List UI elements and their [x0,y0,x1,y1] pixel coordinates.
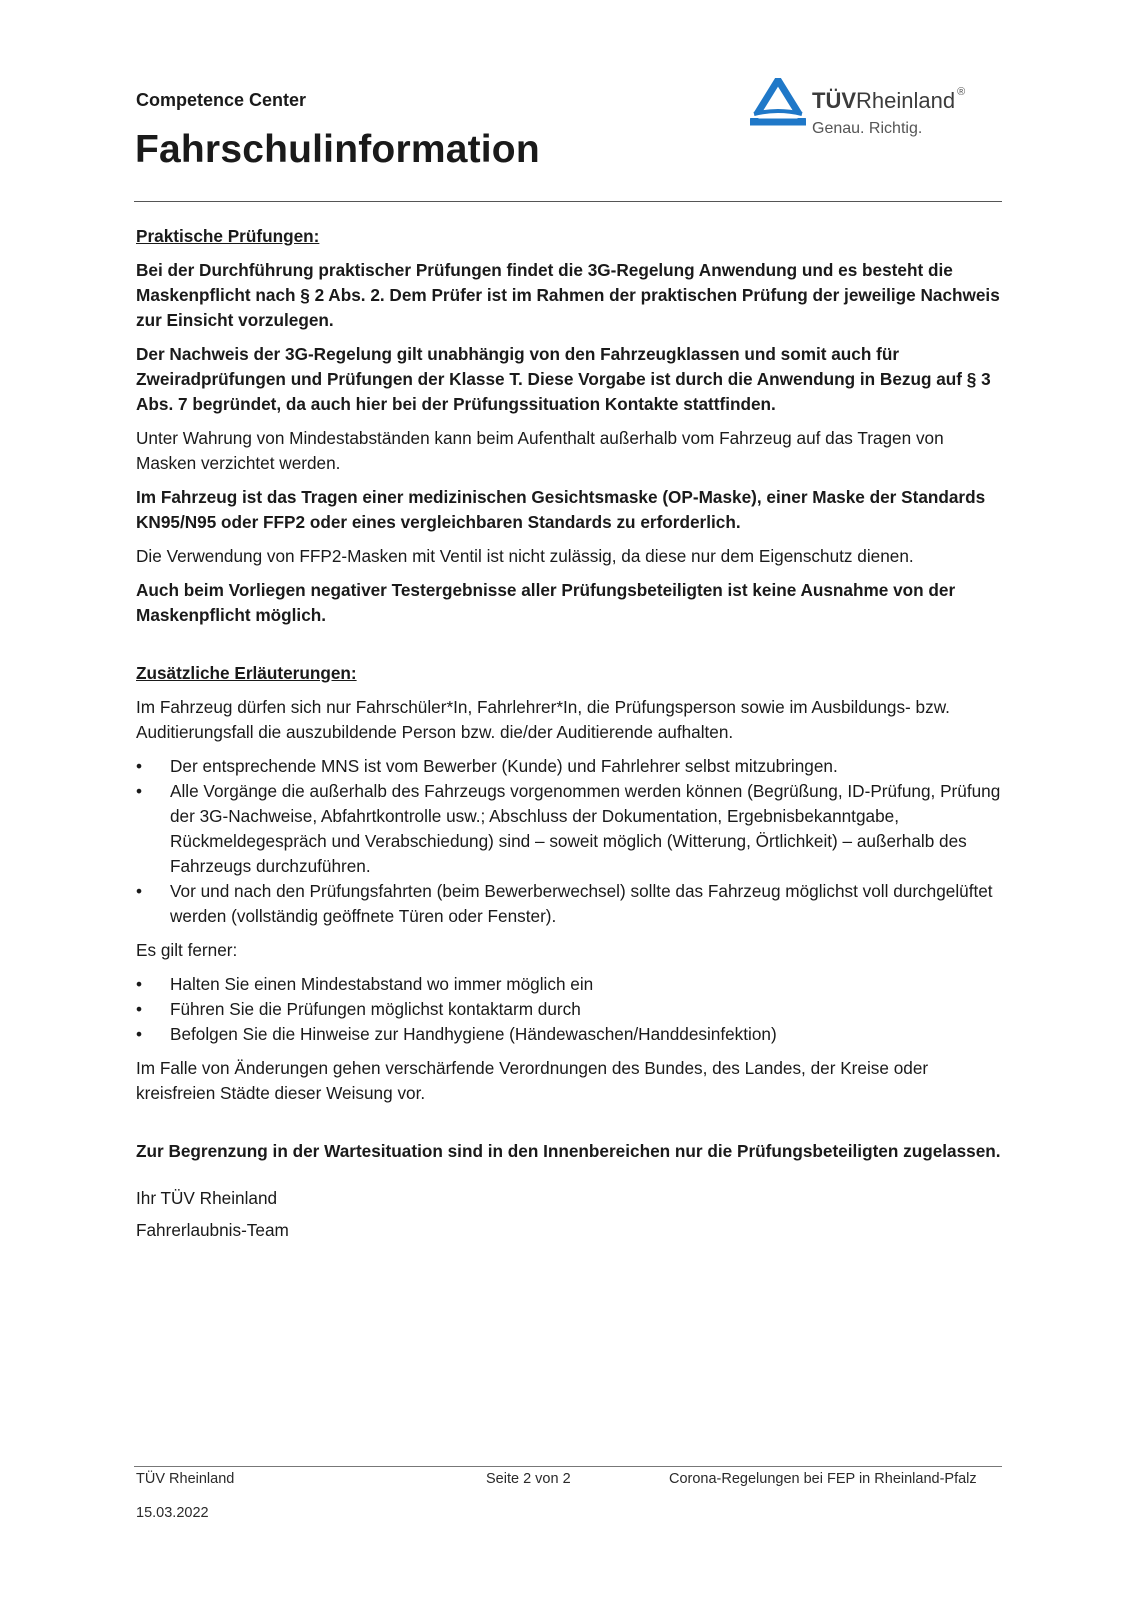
header-department: Competence Center [136,90,307,110]
logo-brand-bold: TÜV [812,88,856,113]
section-spacer [136,1115,1002,1139]
list-item [136,1022,1002,1047]
paragraph-maskentragen: Im Fahrzeug ist das Tragen einer medizinischen Gesichtsmaske (OP-Maske), einer Maske der Standards KN95/N95 oder FFP2 oder eines vergleichbaren Standards zu erforderlich. [136,487,986,532]
list-item [136,779,1002,879]
section-heading-zusaetzliche-erlaeuterungen: Zusätzliche Erläuterungen: [136,663,357,683]
signature-block [136,1186,1002,1243]
bullet-icon: • [136,781,143,801]
footer-page-number: Seite 2 von 2 [486,1471,571,1487]
footer-date: 15.03.2022 [136,1505,209,1521]
bullet-icon: • [136,1024,143,1044]
footer-document-title: Corona-Regelungen bei FEP in Rheinland-Pfalz [669,1471,977,1487]
signature-line-team: Fahrerlaubnis-Team [136,1220,289,1240]
paragraph-nachweis: Der Nachweis der 3G-Regelung gilt unabhängig von den Fahrzeugklassen und somit auch für Zweiradprüfungen und Prüfungen der Klasse T. Diese Vorgabe ist durch die Anwendung in Bezug auf § 3 Abs. 7 begründet, da auch hier bei der Prüfungssituation Kontakte stattfinden. [136,344,991,414]
list-item [136,754,1002,779]
bullet-icon: • [136,999,143,1019]
tuv-rheinland-logo [750,78,1010,148]
triangle-logo-icon [750,78,806,126]
list-item-text: Alle Vorgänge die außerhalb des Fahrzeugs vorgenommen werden können (Begrüßung, ID-Prüfung, Prüfung der 3G-Nachweise, Abfahrtkontrolle usw.; Abschluss der Dokumentation, Ergebnisbekanntgabe, Rückmeldegespräch und Verabschiedung) sind – soweit möglich (Witterung, Örtlichkeit) – außerhalb des Fahrzeugs durchzuführen. [170,781,1001,876]
bullet-icon: • [136,756,143,776]
header-divider [134,201,1002,202]
list-item-text: Vor und nach den Prüfungsfahrten (beim Bewerberwechsel) sollte das Fahrzeug möglichst voll durchgelüftet werden (vollständig geöffnete Türen oder Fenster). [170,881,993,926]
list-item [136,879,1002,929]
paragraph-mindestabstand: Unter Wahrung von Mindestabständen kann beim Aufenthalt außerhalb vom Fahrzeug auf das Tragen von Masken verzichtet werden. [136,428,944,473]
list-item-text: Halten Sie einen Mindestabstand wo immer möglich ein [170,974,594,994]
list-item [136,972,1002,997]
list-item-text: Führen Sie die Prüfungen möglichst kontaktarm durch [170,999,581,1019]
paragraph-ffp2-ventil: Die Verwendung von FFP2-Masken mit Ventil ist nicht zulässig, da diese nur dem Eigenschutz dienen. [136,546,914,566]
paragraph-testergebnisse: Auch beim Vorliegen negativer Testergebnisse aller Prüfungsbeteiligten ist keine Ausnahme von der Maskenpflicht möglich. [136,580,956,625]
footer-company: TÜV Rheinland [136,1471,235,1487]
footer-divider [134,1466,1002,1467]
signature-line-company: Ihr TÜV Rheinland [136,1188,278,1208]
bullet-list-hygiene [136,972,1002,1047]
logo-wordmark [812,88,965,114]
bullet-list-vorgaenge [136,754,1002,929]
section-heading-praktische-pruefungen: Praktische Prüfungen: [136,226,320,246]
logo-tagline: Genau. Richtig. [812,120,923,137]
registered-mark: ® [957,86,966,98]
bullet-icon: • [136,974,143,994]
list-item [136,997,1002,1022]
paragraph-3g-regel: Bei der Durchführung praktischer Prüfungen findet die 3G-Regelung Anwendung und es besteht die Maskenpflicht nach § 2 Abs. 2. Dem Prüfer ist im Rahmen der praktischen Prüfung der jeweilige Nachweis zur Einsicht vorzulegen. [136,260,1000,330]
paragraph-personen-im-fahrzeug: Im Fahrzeug dürfen sich nur Fahrschüler*In, Fahrlehrer*In, die Prüfungsperson sowie im Ausbildungs- bzw. Auditierungsfall die auszubildende Person bzw. die/der Auditierende aufhalten. [136,697,950,742]
list-item-text: Befolgen Sie die Hinweise zur Handhygiene (Händewaschen/Handdesinfektion) [170,1024,777,1044]
list-item-text: Der entsprechende MNS ist vom Bewerber (Kunde) und Fahrlehrer selbst mitzubringen. [170,756,838,776]
section-spacer [136,637,1002,661]
document-body [136,224,1002,1250]
paragraph-aenderungen: Im Falle von Änderungen gehen verschärfende Verordnungen des Bundes, des Landes, der Kreise oder kreisfreien Städte dieser Weisung vor. [136,1058,929,1103]
logo-brand-regular: Rheinland [856,88,956,113]
bullet-icon: • [136,881,143,901]
paragraph-wartesituation: Zur Begrenzung in der Wartesituation sind in den Innenbereichen nur die Prüfungsbeteiligten zugelassen. [136,1141,1001,1161]
paragraph-es-gilt-ferner: Es gilt ferner: [136,940,238,960]
page-title: Fahrschulinformation [135,128,540,171]
